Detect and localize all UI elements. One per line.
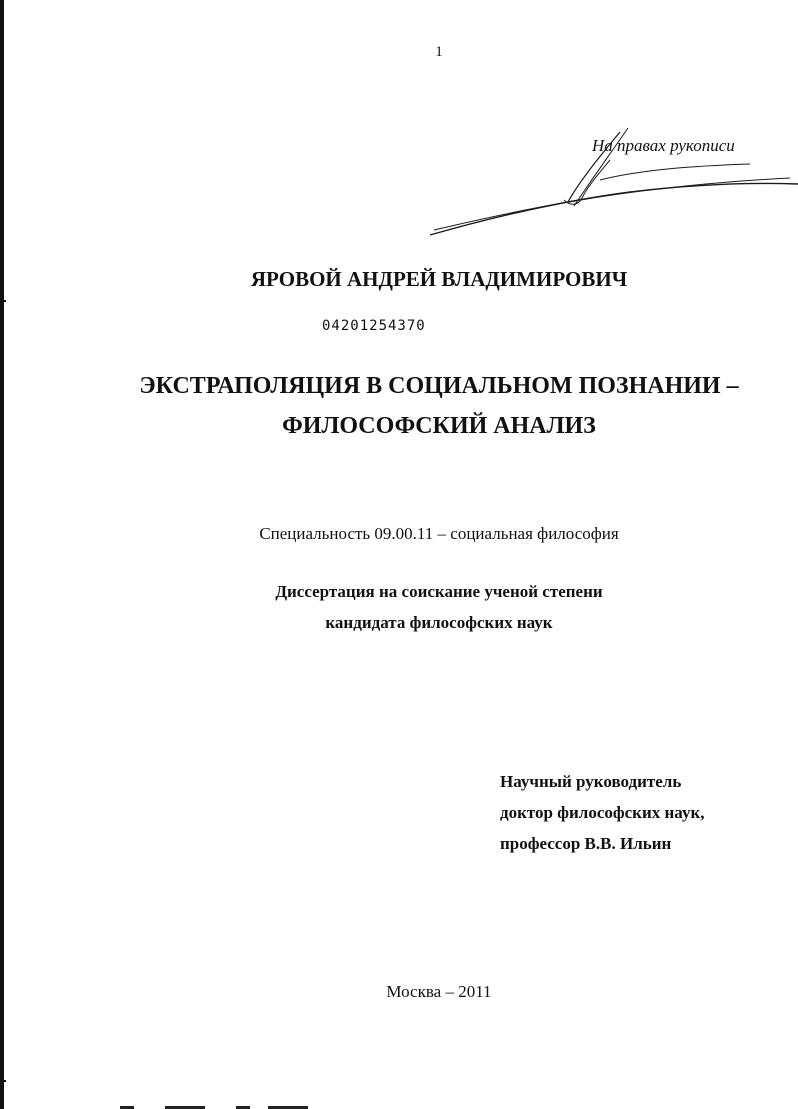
city-year: Москва – 2011 bbox=[386, 982, 492, 1001]
supervisor-line-1: Научный руководитель bbox=[500, 772, 682, 791]
registration-number: 04201254370 bbox=[322, 318, 426, 334]
scan-edge-tick bbox=[0, 300, 6, 302]
title-line-2: ФИЛОСОФСКИЙ АНАЛИЗ bbox=[282, 413, 596, 439]
title-line-1: ЭКСТРАПОЛЯЦИЯ В СОЦИАЛЬНОМ ПОЗНАНИИ – bbox=[139, 373, 739, 399]
author-name: ЯРОВОЙ АНДРЕЙ ВЛАДИМИРОВИЧ bbox=[250, 267, 628, 291]
page-number: 1 bbox=[435, 44, 443, 60]
manuscript-note: На правах рукописи bbox=[592, 136, 735, 155]
supervisor-block bbox=[500, 766, 705, 859]
degree-line-1: Диссертация на соискание ученой степени bbox=[275, 582, 603, 601]
dissertation-degree bbox=[0, 576, 798, 638]
scan-edge-tick bbox=[0, 1080, 6, 1082]
supervisor-line-3: профессор В.В. Ильин bbox=[500, 834, 672, 853]
dissertation-title bbox=[0, 366, 798, 446]
supervisor-line-2: доктор философских наук, bbox=[500, 803, 705, 822]
signature-image bbox=[420, 120, 798, 245]
degree-line-2: кандидата философских наук bbox=[325, 613, 553, 632]
specialty-line: Специальность 09.00.11 – социальная философия bbox=[259, 524, 619, 543]
scan-left-edge bbox=[0, 0, 4, 1109]
